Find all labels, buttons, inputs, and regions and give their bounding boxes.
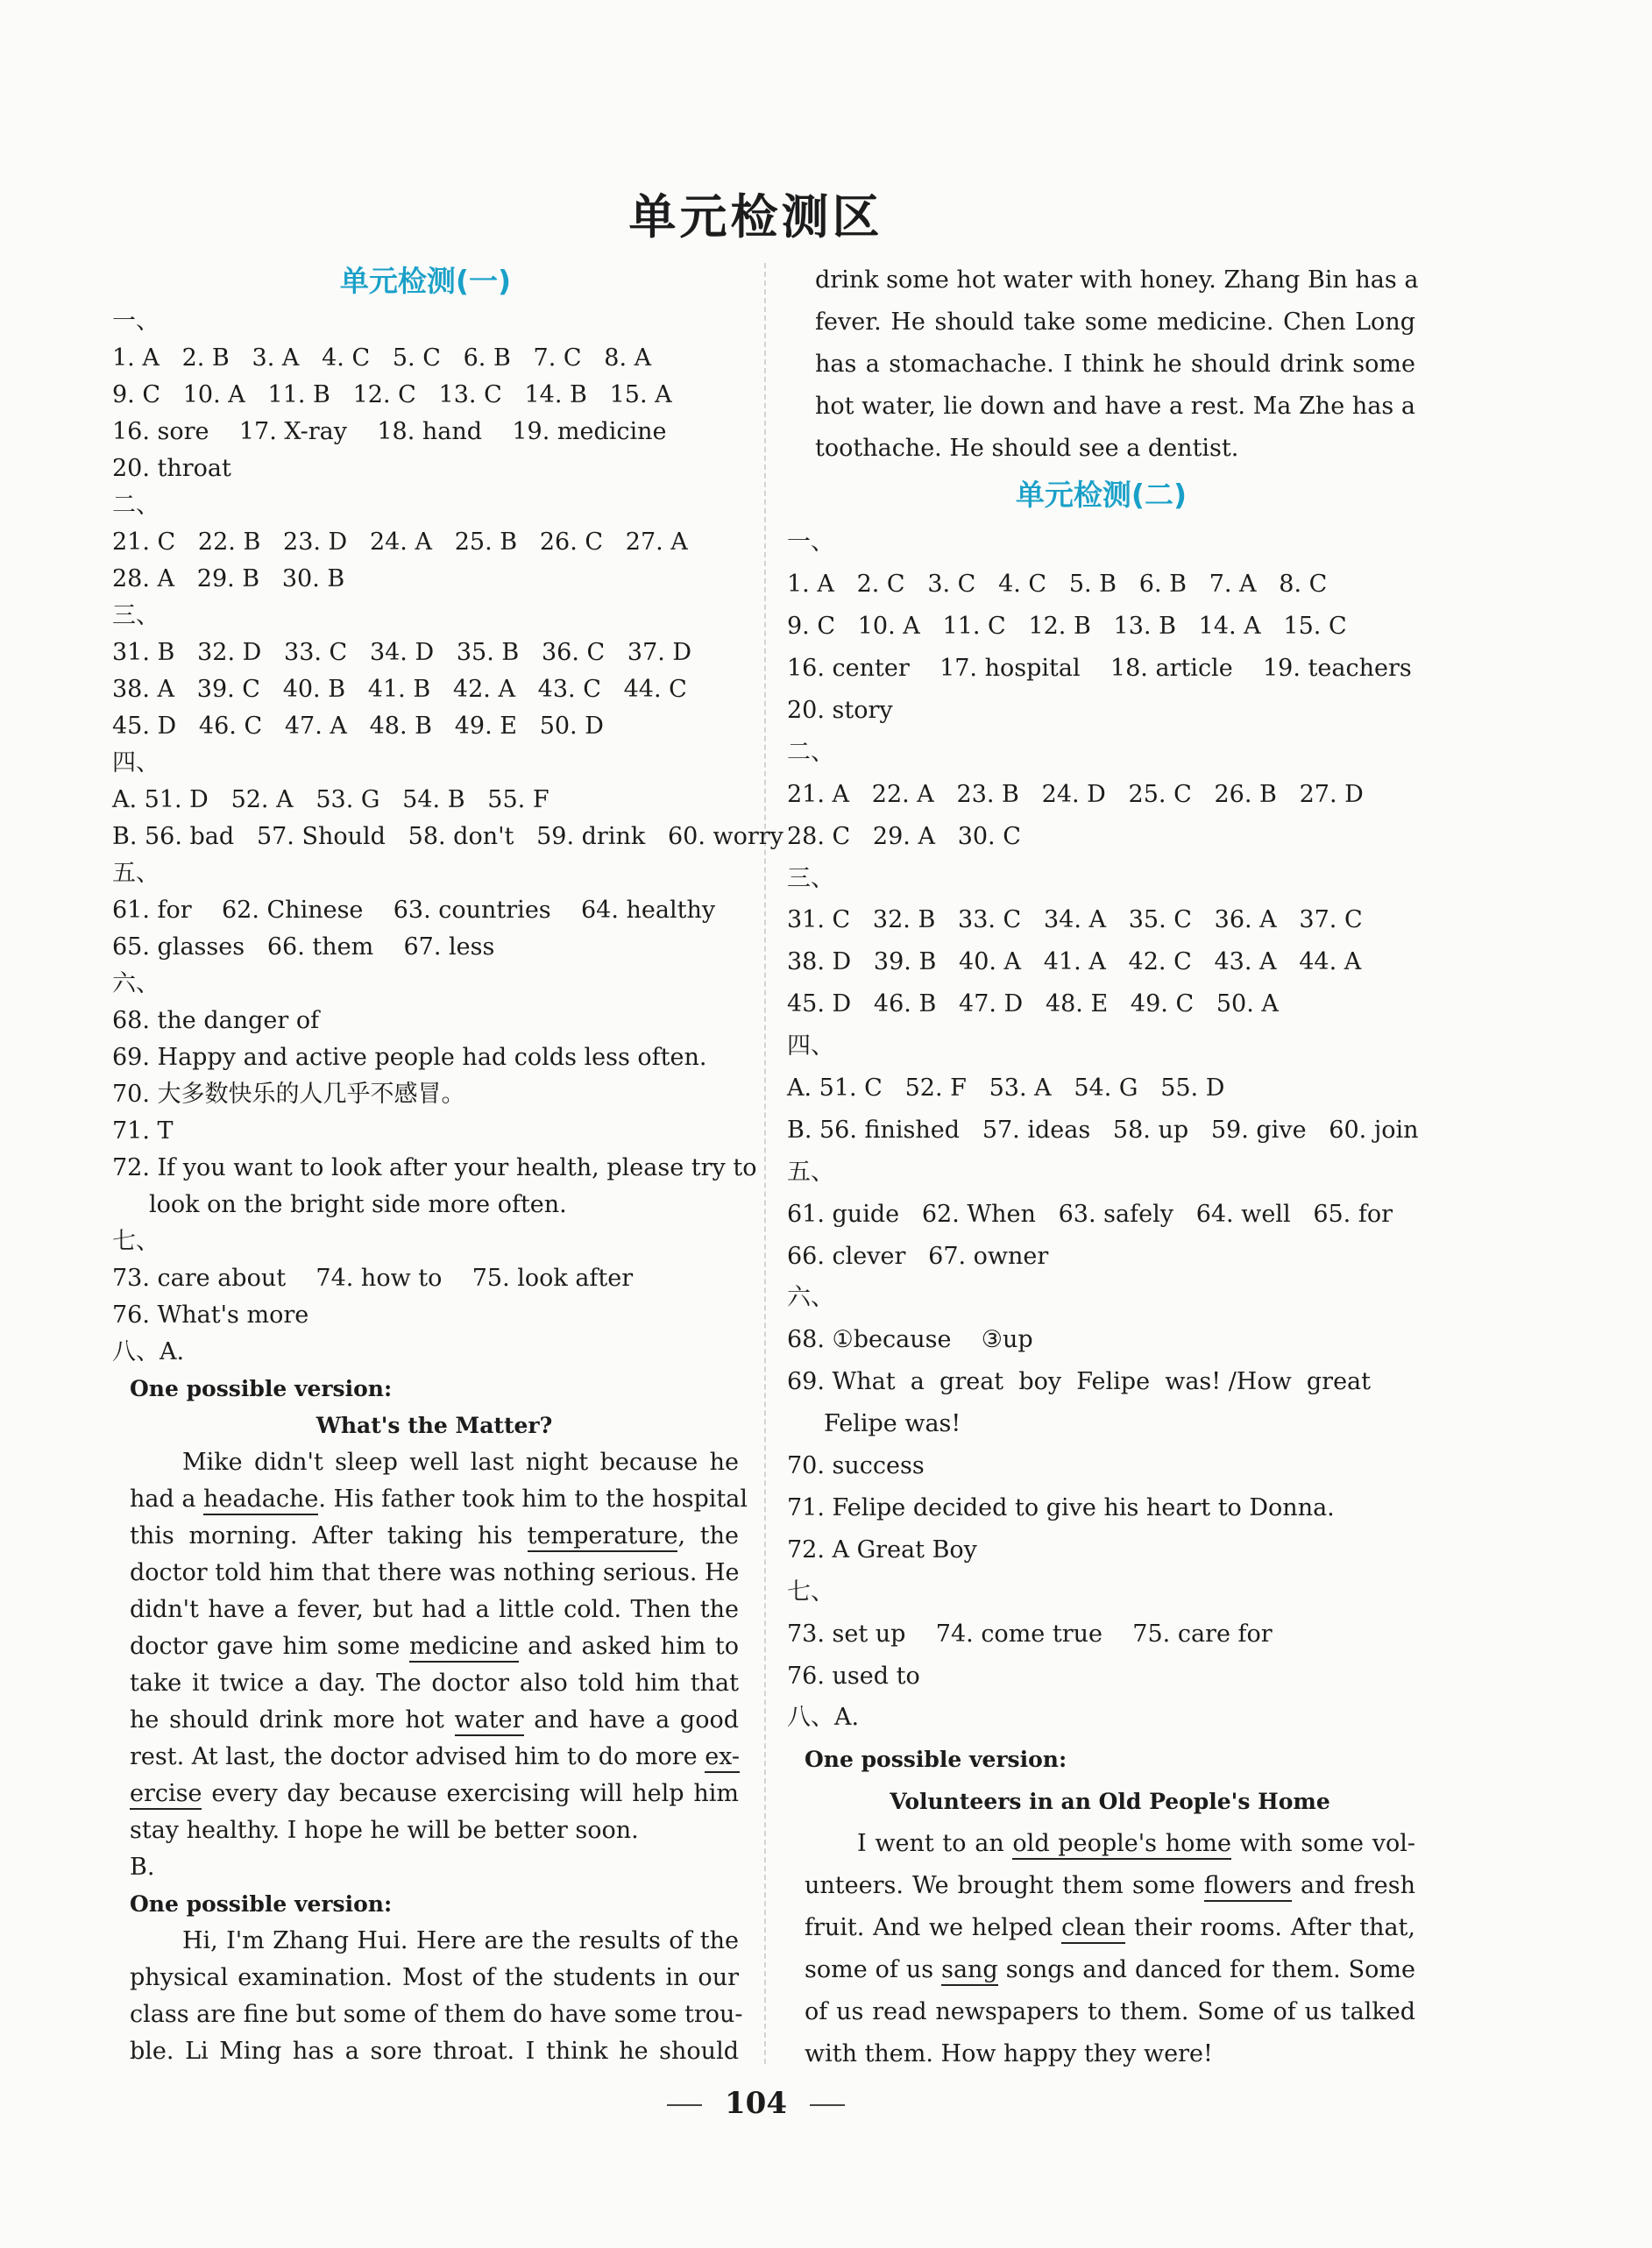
answer-line: 21. A 22. A 23. B 24. D 25. C 26. B 27. D — [787, 780, 1364, 808]
answer-line: 71. Felipe decided to give his heart to Donna. — [787, 1493, 1335, 1521]
essay-line — [112, 1776, 739, 1812]
answer-line: 69. What a great boy Felipe was! /How great — [787, 1368, 1371, 1396]
essay-line — [112, 1481, 748, 1518]
underlined-word: flowers — [1204, 1872, 1292, 1902]
part-label: 四、 — [787, 1032, 834, 1060]
answer-line: 9. C 10. A 11. B 12. C 13. C 14. B 15. A — [112, 381, 672, 408]
essay-line: of us read newspapers to them. Some of us talked — [805, 1997, 1415, 2025]
answer-line: 76. What's more — [112, 1301, 309, 1329]
version-label: One possible version: — [130, 1376, 393, 1401]
underlined-word: ercise — [130, 1780, 202, 1810]
essay-line — [787, 1823, 1415, 1865]
essay-line: drink some hot water with honey. Zhang Bin has a — [815, 266, 1419, 294]
essay-title: What's the Matter? — [316, 1413, 553, 1438]
essay-text: this morning. After taking his — [130, 1522, 528, 1549]
part-label: 七、 — [787, 1578, 834, 1606]
essay-text: , the — [677, 1522, 739, 1549]
answer-line: A. 51. D 52. A 53. G 54. B 55. F — [112, 786, 549, 813]
answer-line: 9. C 10. A 11. C 12. B 13. B 14. A 15. C — [787, 613, 1347, 641]
underlined-word: ex- — [705, 1743, 740, 1773]
part-label: 六、 — [112, 970, 160, 997]
essay-text: fruit. And we helped — [805, 1913, 1062, 1941]
answer-line: 1. A 2. B 3. A 4. C 5. C 6. B 7. C 8. A — [112, 344, 652, 372]
essay-text: rest. At last, the doctor advised him to do more — [130, 1743, 705, 1770]
answer-line: B. 56. bad 57. Should 58. don't 59. drink 60. worry — [112, 823, 783, 850]
essay-text: songs and danced for them. Some — [997, 1955, 1415, 1983]
answer-line: 61. for 62. Chinese 63. countries 64. healthy — [112, 897, 716, 924]
essay-text: had a — [130, 1486, 204, 1513]
left-column — [112, 259, 783, 2070]
version-label: One possible version: — [805, 1747, 1067, 1773]
essay-line: class are fine but some of them do have some trou- — [130, 2001, 743, 2028]
answer-line: 16. sore 17. X-ray 18. hand 19. medicine — [112, 418, 667, 445]
essay-line: Hi, I'm Zhang Hui. Here are the results of the — [182, 1927, 739, 1954]
underlined-word: clean — [1061, 1914, 1125, 1944]
essay-line — [787, 1907, 1415, 1949]
essay-line: fever. He should take some medicine. Chen Long — [815, 308, 1415, 336]
answer-line: 76. used to — [787, 1662, 920, 1690]
part-label: 四、 — [112, 749, 160, 777]
answer-line: 69. Happy and active people had colds less often. — [112, 1044, 707, 1071]
essay-text: and asked him to — [518, 1633, 739, 1660]
answer-line: 71. T — [112, 1117, 174, 1145]
essay-line — [112, 1518, 739, 1555]
section-title-unit-test-1: 单元检测(一) — [339, 264, 512, 298]
essay-text: . His father took him to the hospital — [318, 1486, 748, 1513]
underlined-word: old people's home — [1012, 1830, 1231, 1860]
answer-line: 72. If you want to look after your health, please try to — [112, 1154, 757, 1181]
part-label: 五、 — [787, 1158, 834, 1186]
essay-text: doctor gave him some — [130, 1633, 409, 1660]
essay-text: and have a good — [523, 1706, 740, 1734]
answer-line: 65. glasses 66. them 67. less — [112, 933, 495, 961]
essay-text: unteers. We brought them some — [805, 1871, 1204, 1899]
answer-line: 61. guide 62. When 63. safely 64. well 65. for — [787, 1200, 1393, 1228]
answer-line: 66. clever 67. owner — [787, 1242, 1049, 1270]
essay-line — [787, 1865, 1415, 1907]
essay-line — [112, 1739, 739, 1776]
answer-line: 16. center 17. hospital 18. article 19. teachers — [787, 655, 1412, 683]
part-label: 三、 — [787, 864, 834, 892]
essay-line — [112, 1628, 739, 1665]
essay-text: and fresh — [1291, 1871, 1415, 1899]
essay-line: take it twice a day. The doctor also told him that — [130, 1670, 739, 1697]
answer-line: 45. D 46. C 47. A 48. B 49. E 50. D — [112, 713, 604, 740]
column-divider — [764, 263, 766, 2064]
essay-line: with them. How happy they were! — [805, 2039, 1213, 2067]
essay-line: toothache. He should see a dentist. — [815, 434, 1239, 462]
essay-line: stay healthy. I hope he will be better soon. — [130, 1817, 639, 1844]
answer-line: 21. C 22. B 23. D 24. A 25. B 26. C 27. A — [112, 528, 688, 556]
answer-line: B. 56. finished 57. ideas 58. up 59. give 60. join — [787, 1116, 1419, 1144]
part-label: 二、 — [112, 492, 160, 519]
answer-line: 45. D 46. B 47. D 48. E 49. C 50. A — [787, 990, 1279, 1018]
essay-line: Mike didn't sleep well last night because he — [182, 1449, 739, 1476]
answer-line: Felipe was! — [824, 1410, 961, 1438]
answer-line: 38. A 39. C 40. B 41. B 42. A 43. C 44. C — [112, 676, 687, 703]
answer-line: 28. C 29. A 30. C — [787, 822, 1021, 850]
answer-line: 68. ①because ③up — [787, 1326, 1033, 1354]
essay-title: Volunteers in an Old People's Home — [890, 1789, 1330, 1815]
underlined-word: headache — [203, 1486, 318, 1515]
answer-line: A. 51. C 52. F 53. A 54. G 55. D — [787, 1074, 1225, 1103]
part-label: B. — [130, 1854, 155, 1881]
underlined-word: sang — [941, 1956, 998, 1986]
essay-text: some of us — [805, 1955, 942, 1983]
essay-line: didn't have a fever, but had a little cold. Then the — [130, 1596, 739, 1623]
answer-line: 28. A 29. B 30. B — [112, 565, 345, 592]
answer-line: 31. C 32. B 33. C 34. A 35. C 36. A 37. C — [787, 906, 1363, 934]
essay-line — [787, 1949, 1415, 1991]
answer-line: 70. 大多数快乐的人几乎不感冒。 — [112, 1081, 465, 1108]
part-label: 一、 — [787, 528, 834, 557]
right-column — [787, 259, 1419, 2074]
answer-line: 68. the danger of — [112, 1007, 320, 1034]
answer-line: 38. D 39. B 40. A 41. A 42. C 43. A 44. A — [787, 948, 1362, 976]
essay-line: doctor told him that there was nothing serious. He — [130, 1559, 740, 1586]
page-number: 104 — [0, 2086, 1512, 2121]
part-label: 八、A. — [112, 1338, 185, 1365]
essay-line: hot water, lie down and have a rest. Ma Zhe has a — [815, 392, 1415, 420]
part-label: 八、A. — [787, 1704, 860, 1732]
answer-line: 73. care about 74. how to 75. look after — [112, 1265, 634, 1292]
essay-text: their rooms. After that, — [1125, 1913, 1415, 1941]
essay-line — [112, 1702, 739, 1739]
essay-text: he should drink more hot — [130, 1706, 455, 1734]
essay-line: has a stomachache. I think he should drink some — [815, 350, 1415, 378]
part-label: 六、 — [787, 1284, 834, 1312]
essay-text: with some vol- — [1230, 1830, 1415, 1858]
underlined-word: temperature — [528, 1522, 678, 1552]
essay-line: ble. Li Ming has a sore throat. I think he should — [130, 2038, 739, 2065]
version-label: One possible version: — [130, 1891, 393, 1917]
answer-line: 73. set up 74. come true 75. care for — [787, 1620, 1273, 1648]
answer-line: 20. story — [787, 697, 893, 725]
essay-line: physical examination. Most of the students in our — [130, 1964, 739, 1991]
answer-line: 1. A 2. C 3. C 4. C 5. B 6. B 7. A 8. C — [787, 571, 1328, 599]
part-label: 一、 — [112, 308, 160, 335]
answer-line: 72. A Great Boy — [787, 1535, 977, 1564]
part-label: 七、 — [112, 1228, 160, 1255]
answer-line: 31. B 32. D 33. C 34. D 35. B 36. C 37. D — [112, 639, 692, 666]
part-label: 五、 — [112, 860, 160, 887]
underlined-word: water — [455, 1706, 524, 1736]
part-label: 二、 — [787, 738, 834, 766]
page-title: 单元检测区 — [628, 189, 883, 245]
section-title-unit-test-2: 单元检测(二) — [1015, 478, 1188, 513]
part-label: 三、 — [112, 602, 160, 629]
answer-line: 70. success — [787, 1452, 925, 1480]
underlined-word: medicine — [409, 1633, 519, 1663]
answer-line: 20. throat — [112, 455, 231, 482]
answer-line: look on the bright side more often. — [149, 1191, 567, 1218]
essay-text: every day because exercising will help him — [202, 1780, 739, 1807]
essay-text: I went to an — [857, 1830, 1013, 1858]
